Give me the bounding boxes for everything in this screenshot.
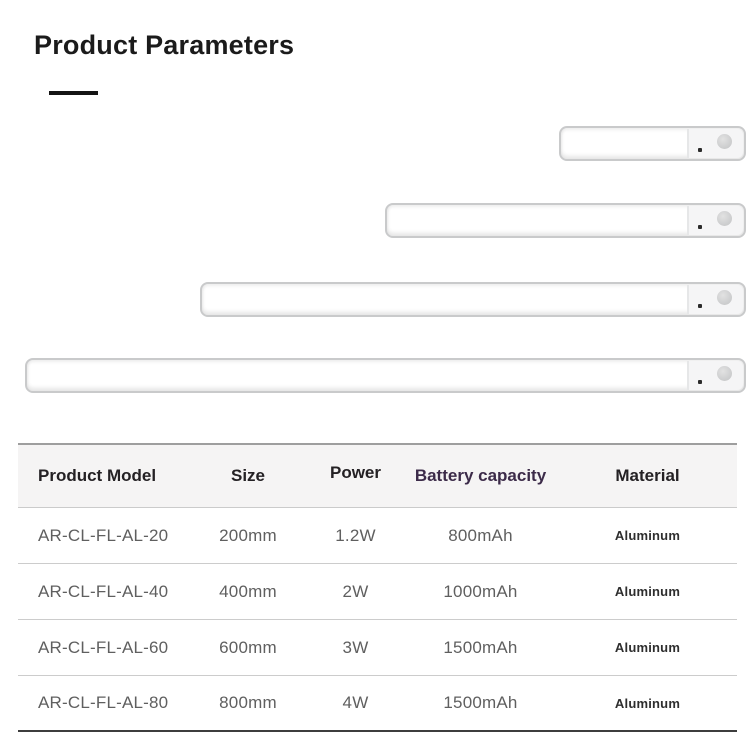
cell-product-model: AR-CL-FL-AL-40 <box>38 581 169 601</box>
indicator-dot-icon <box>698 304 702 308</box>
page-title: Product Parameters <box>34 30 295 60</box>
cell-battery-capacity: 1000mAh <box>443 581 518 601</box>
table-row <box>18 508 737 564</box>
table-row <box>18 620 737 676</box>
cell-battery-capacity: 1500mAh <box>443 637 518 657</box>
table-row <box>18 564 737 620</box>
motion-sensor-icon <box>717 134 732 149</box>
light-bar-end-cap <box>687 129 743 158</box>
spec-table-header <box>18 443 737 508</box>
light-bar-200mm <box>559 126 746 161</box>
cell-battery-capacity: 1500mAh <box>443 693 518 712</box>
column-header-size: Size <box>230 466 266 485</box>
motion-sensor-icon <box>717 290 732 305</box>
motion-sensor-icon <box>717 211 732 226</box>
cell-product-model: AR-CL-FL-AL-20 <box>38 525 169 545</box>
light-bar-400mm <box>385 203 746 238</box>
indicator-dot-icon <box>698 148 702 152</box>
column-header-battery-capacity: Battery capacity <box>414 466 547 485</box>
light-bar-end-cap <box>687 285 743 314</box>
spec-table <box>18 443 737 732</box>
light-bar-600mm <box>200 282 746 317</box>
cell-material: Aluminum <box>614 695 681 711</box>
cell-material: Aluminum <box>614 584 681 599</box>
cell-battery-capacity: 800mAh <box>448 525 513 545</box>
column-header-product-model: Product Model <box>38 466 157 485</box>
cell-size: 600mm <box>219 637 277 657</box>
light-bar-end-cap <box>687 361 743 390</box>
light-bar-end-cap <box>687 206 743 235</box>
cell-material: Aluminum <box>614 640 681 655</box>
cell-size: 800mm <box>219 693 277 712</box>
cell-size: 400mm <box>219 581 277 601</box>
cell-power: 2W <box>342 581 369 601</box>
cell-power: 4W <box>342 693 369 712</box>
column-header-material: Material <box>615 466 680 485</box>
cell-product-model: AR-CL-FL-AL-80 <box>38 693 169 712</box>
cell-power: 1.2W <box>335 525 376 545</box>
light-bar-800mm <box>25 358 746 393</box>
column-header-power: Power <box>329 463 382 482</box>
title-underline <box>49 91 98 95</box>
indicator-dot-icon <box>698 225 702 229</box>
cell-material: Aluminum <box>614 528 681 543</box>
indicator-dot-icon <box>698 380 702 384</box>
cell-product-model: AR-CL-FL-AL-60 <box>38 637 169 657</box>
motion-sensor-icon <box>717 366 732 381</box>
cell-size: 200mm <box>219 525 277 545</box>
cell-power: 3W <box>342 637 369 657</box>
table-row <box>18 676 737 732</box>
